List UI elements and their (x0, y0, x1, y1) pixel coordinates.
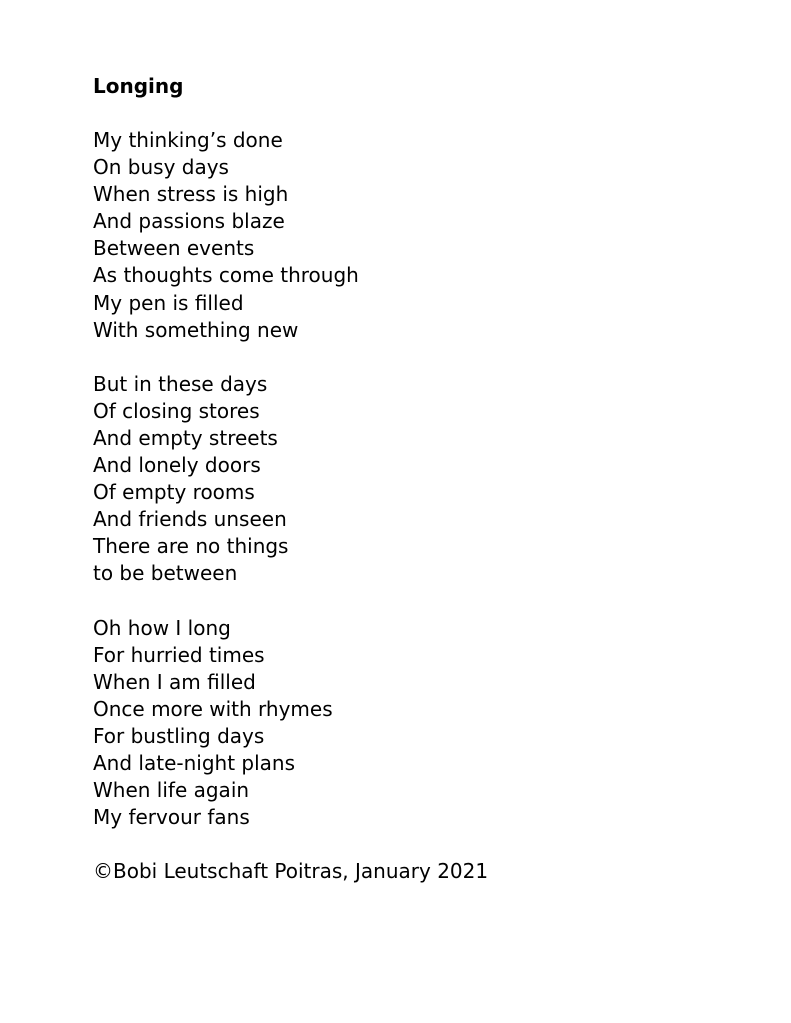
poem-line: And friends unseen (93, 507, 287, 532)
stanza-3 (93, 615, 733, 832)
poem-line: When stress is high (93, 182, 289, 207)
poem-line: For bustling days (93, 723, 265, 748)
poem-title: Longing (93, 74, 184, 98)
poem-line: Of empty rooms (93, 480, 255, 505)
poem-line: Between events (93, 236, 255, 261)
poem-line: My thinking’s done (93, 128, 283, 152)
poem-line: With something new (93, 317, 299, 342)
poem-line: And passions blaze (93, 209, 285, 234)
poem-line: And late-night plans (93, 750, 295, 775)
poem-line: On busy days (93, 155, 229, 180)
poem-line: Once more with rhymes (93, 696, 333, 721)
stanza-1 (93, 127, 733, 344)
poem-line: As thoughts come through (93, 263, 359, 288)
poem-line: And lonely doors (93, 453, 261, 478)
poem-line: When I am filled (93, 669, 256, 694)
poem-line: Oh how I long (93, 615, 231, 640)
poem-page (93, 73, 733, 885)
poem-line: to be between (93, 561, 238, 586)
copyright-notice: ©Bobi Leutschaft Poitras, January 2021 (93, 859, 489, 884)
poem-line: And empty streets (93, 425, 278, 450)
poem-line: For hurried times (93, 642, 265, 667)
stanza-2 (93, 371, 733, 588)
poem-line: My fervour fans (93, 805, 250, 830)
poem-line: But in these days (93, 371, 268, 396)
poem-line: There are no things (93, 534, 289, 559)
poem-line: My pen is filled (93, 290, 244, 315)
poem-line: Of closing stores (93, 398, 260, 423)
poem-line: When life again (93, 778, 250, 803)
